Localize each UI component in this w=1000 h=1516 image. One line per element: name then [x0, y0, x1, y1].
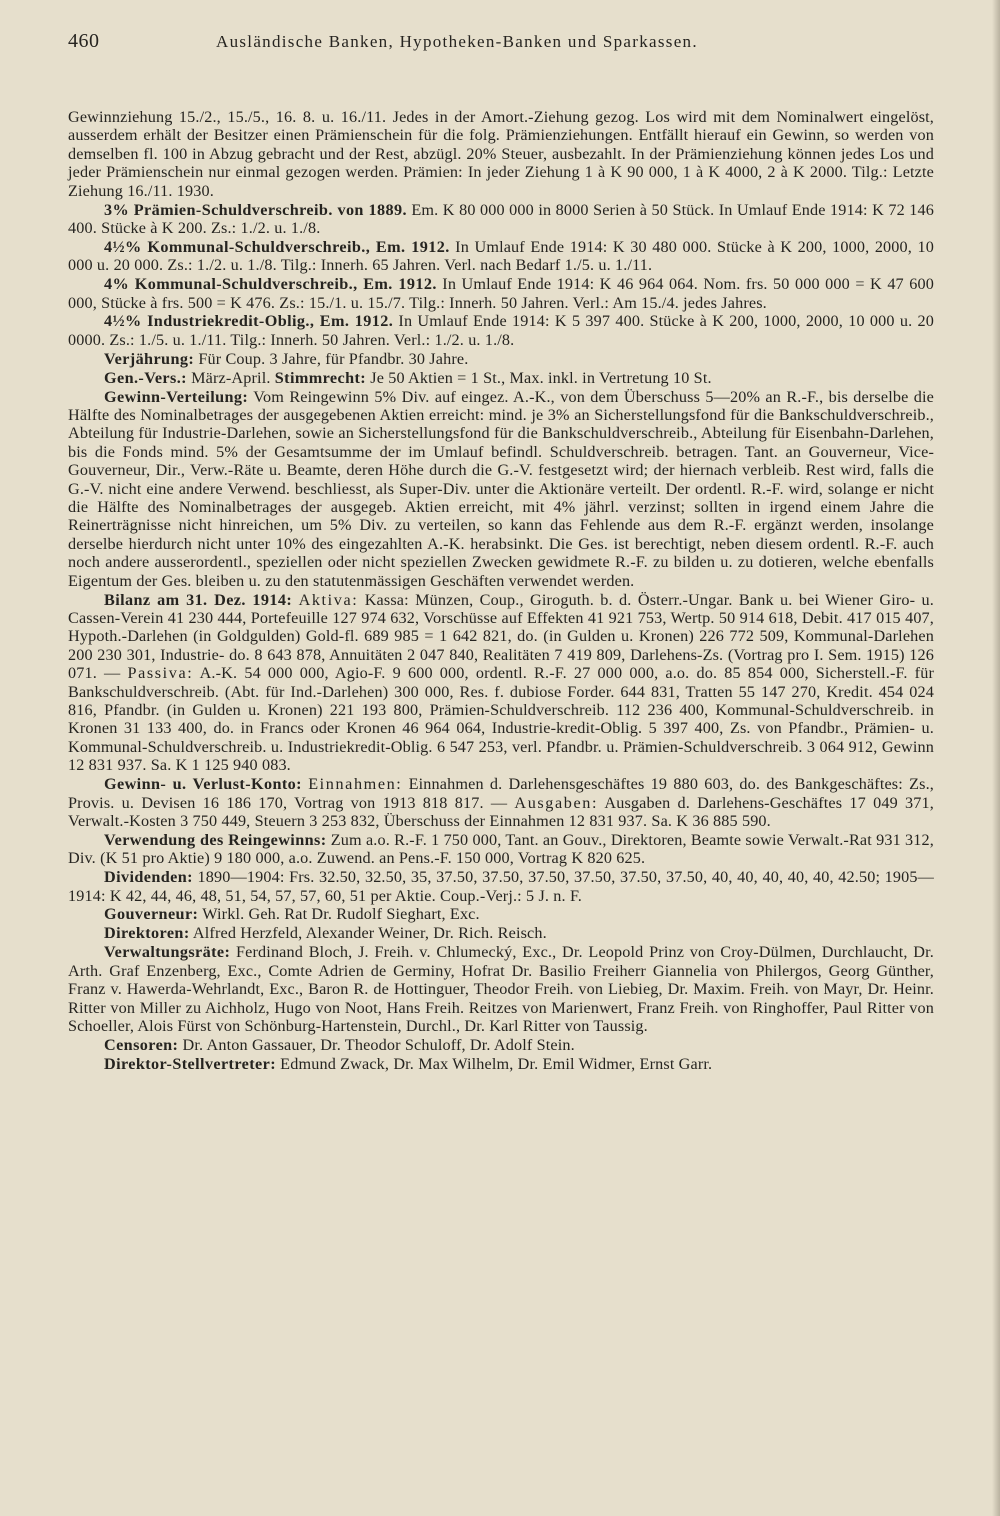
paragraph-text: Edmund Zwack, Dr. Max Wilhelm, Dr. Emil Widmer, Ernst Garr. [275, 1054, 713, 1073]
paragraph [68, 591, 934, 775]
section-heading: Gen.-Vers.: [104, 368, 187, 387]
section-heading: Direktor-Stellvertreter: [104, 1054, 276, 1073]
paragraph-text: In Umlauf Ende 1914: K 46 964 064. Nom. frs. 50 000 000 = K 47 600 000, Stücke à frs. 500 = K 476. Zs.: 15./1. u. 15./7. Tilg.: Innerh. 50 Jahren. Verl.: Am 15./4. jedes Jahres. [68, 275, 934, 312]
paragraph-text: Je 50 Aktien = 1 St., Max. inkl. in Vertretung 10 St. [366, 368, 712, 387]
paragraph-text: Alfred Herzfeld, Alexander Weiner, Dr. Rich. Reisch. [189, 924, 547, 943]
section-heading: Stimmrecht: [274, 368, 367, 387]
section-heading: Verwendung des Reingewinns: [104, 830, 327, 849]
running-head: Ausländische Banken, Hypotheken-Banken und Sparkassen. [216, 32, 698, 51]
paragraph [68, 775, 934, 830]
spaced-label: Ausgaben: [514, 793, 599, 812]
page-number: 460 [68, 30, 100, 52]
spaced-label: Einnahmen: [308, 775, 403, 794]
paragraph-text: Vom Reingewinn 5% Div. auf eingez. A.-K., von dem Überschuss 5—20% an R.-F., bis derselbe die Hälfte des Nominalbetrages der ausgegebenen Aktien erreicht: mind. je 3% an Sicherstellungsfond für die Bankschuldverschreib., Abteilung für Industrie-Darlehen, sowie an Sicherstellungsfond für die Bankschuldverschreib., Abteilung für Eisenbahn-Darlehen, bis die Fonds mind. 5% der Gesamtsumme der im Umlauf befindl. Schuldverschreib. betragen. Tant. an Gouverneur, Vice-Gouverneur, Dir., Verw.-Räte u. Beamte, deren Höhe durch die G.-V. festgesetzt wird; der hiernach verbleib. Rest wird, falls die G.-V. nicht eine andere Verwend. beschliesst, als Super-Div. unter die Aktionäre verteilt. Der ordentl. R.-F. wird, solange er nicht die Hälfte des Nominalbetrages der ausgegeb. Aktien erreicht, mit 4% jährl. verzinst; sollten in irgend einem Jahre die Reinerträgnisse nicht hinreichen, um 5% Div. zu verteilen, so kann das Fehlende aus dem R.-F. ergänzt werden, insolange derselbe hierdurch nicht unter 10% des eingezahlten A.-K. herabsinkt. Die Ges. ist berechtigt, neben diesem ordentl. R.-F. auch noch andere ausserordentl., speziellen oder nicht speziellen Zwecken gewidmete R.-F. zu bilden u. zu dotieren, welche ebenfalls Eigentum der Ges. bleiben u. zu den statutenmässigen Geschäften verwendet werden. [68, 387, 934, 590]
paragraph-text: Kassa: Münzen, Coup., Giroguth. b. d. Österr.-Ungar. Bank u. bei Wiener Giro- u. Cassen-Verein 41 230 444, Portefeuille 127 974 632, Vorschüsse auf Effekten 41 921 753, Wertp. 50 914 618, Debit. 417 015 407, Hypoth.-Darlehen (in Goldgulden) Gold-fl. 689 985 = 1 642 821, do. (in Gulden u. Kronen) 226 772 509, Kommunal-Darlehen 200 230 301, Industrie- do. 8 643 878, Annuitäten 2 047 840, Realitäten 7 419 809, Darlehens-Zs. (Vortrag pro I. Sem. 1915) 126 071. — [68, 590, 935, 683]
section-heading: Dividenden: [104, 868, 193, 887]
paragraph [68, 1036, 934, 1054]
section-heading: Verjährung: [104, 349, 195, 368]
section-heading: Bilanz am 31. Dez. 1914: [104, 590, 293, 609]
paragraph [68, 108, 934, 200]
paragraph [68, 868, 934, 905]
paragraph [68, 350, 934, 368]
paragraph-text: Wirkl. Geh. Rat Dr. Rudolf Sieghart, Exc. [198, 905, 480, 924]
paragraph-text: Für Coup. 3 Jahre, für Pfandbr. 30 Jahre. [194, 349, 469, 368]
paragraph [68, 275, 934, 312]
section-heading: Gewinn- u. Verlust-Konto: [104, 775, 302, 794]
paragraph [68, 831, 934, 868]
paragraph-text: März-April. [186, 368, 275, 387]
spaced-label: Aktiva: [298, 590, 359, 609]
page-edge-shadow [992, 0, 1000, 1516]
section-heading: Gouverneur: [104, 905, 199, 924]
paragraph-text: In Umlauf Ende 1914: K 5 397 400. Stücke à K 200, 1000, 2000, 10 000 u. 20 0000. Zs.: 1./5. u. 1./11. Tilg.: Innerh. 50 Jahren. Verl.: 1./2. u. 1./8. [68, 312, 935, 349]
paragraph [68, 238, 934, 275]
section-heading: 4½% Industriekredit-Oblig., Em. 1912. [104, 312, 394, 331]
section-heading: Direktoren: [104, 924, 190, 943]
paragraph-text: Ausgaben d. Darlehens-Geschäftes 17 049 371, Verwalt.-Kosten 3 750 449, Steuern 3 253 832, Überschuss der Einnahmen 12 831 937. Sa. K 36 885 590. [68, 793, 934, 830]
paragraph-text: Gewinnziehung 15./2., 15./5., 16. 8. u. 16./11. Jedes in der Amort.-Ziehung gezog. Los wird mit dem Nominalwert eingelöst, ausserdem erhält der Besitzer einen Prämienschein für die folg. Prämienziehungen. Entfällt hierauf ein Gewinn, so werden von demselben fl. 100 in Abzug gebracht und der Rest, abzügl. 20% Steuer, ausbezahlt. In der Prämienziehung können jedes Los und jeder Prämienschein nur einmal gezogen werden. Prämien: In jeder Ziehung 1 à K 90 000, 1 à K 4000, 2 à K 2000. Tilg.: Letzte Ziehung 16./11. 1930. [68, 108, 934, 200]
paragraph [68, 924, 934, 942]
section-heading: 4½% Kommunal-Schuldverschreib., Em. 1912. [104, 237, 450, 256]
paragraph-text: 1890—1904: Frs. 32.50, 32.50, 35, 37.50, 37.50, 37.50, 37.50, 37.50, 37.50, 40, 40, 40, 40, 40, 42.50; 1905—1914: K 42, 44, 46, 48, 51, 54, 57, 57, 60, 51 per Aktie. Coup.-Verj.: 5 J. n. F. [68, 868, 934, 905]
paragraph-text: Einnahmen d. Darlehensgeschäftes 19 880 603, do. des Bankgeschäftes: Zs., Provis. u. Devisen 16 186 170, Vortrag von 1913 818 817. — [68, 775, 934, 812]
paragraph [68, 201, 934, 238]
section-heading: Verwaltungsräte: [104, 943, 231, 962]
paragraph-text: Zum a.o. R.-F. 1 750 000, Tant. an Gouv., Direktoren, Beamte sowie Verwalt.-Rat 931 312, Div. (K 51 pro Aktie) 9 180 000, a.o. Zuwend. an Pens.-F. 150 000, Vortrag K 820 625. [68, 830, 934, 868]
paragraph [68, 905, 934, 923]
paragraph-text: In Umlauf Ende 1914: K 30 480 000. Stücke à K 200, 1000, 2000, 10 000 u. 20 000. Zs.: 1./2. u. 1./8. Tilg.: Innerh. 65 Jahren. Verl. nach Bedarf 1./5. u. 1./11. [68, 237, 934, 275]
paragraph-text: A.-K. 54 000 000, Agio-F. 9 600 000, ordentl. R.-F. 27 000 000, a.o. do. 85 854 000, Sicherstell.-F. für Bankschuldverschreib. (Abt. für Ind.-Darlehen) 300 000, Res. f. dubiose Forder. 644 831, Tratten 55 147 270, Kredit. 454 024 816, Pfandbr. (in Gulden u. Kronen) 221 193 800, Prämien-Schuldverschreib. 112 236 400, Kommunal-Schuldverschreib. in Kronen 31 133 400, do. in Francs oder Kronen 46 964 064, Industrie-kredit-Oblig. 5 397 400, Zs. von Pfandbr., Prämien- u. Kommunal-Schuldverschreib. u. Industriekredit-Oblig. 6 547 253, verl. Pfandbr. u. Prämien-Schuldverschreib. 3 064 912, Gewinn 12 831 937. Sa. K 1 125 940 083. [68, 664, 934, 775]
body-text [68, 108, 934, 1073]
section-heading: 3% Prämien-Schuldverschreib. von 1889. [104, 200, 407, 219]
paragraph [68, 388, 934, 590]
spaced-label: Passiva: [127, 664, 194, 683]
paragraph-text: Ferdinand Bloch, J. Freih. v. Chlumecký, Exc., Dr. Leopold Prinz von Croy-Dülmen, Durchlaucht, Dr. Arth. Graf Enzenberg, Exc., Comte Adrien de Germiny, Hofrat Dr. Basilio Freiherr Giannelia von Philergos, Georg Günther, Franz v. Hawerda-Wehrlandt, Exc., Baron R. de Hottinguer, Theodor Freih. von Liebieg, Dr. Maxim. Freih. von Mayr, Dr. Heinr. Ritter von Miller zu Aichholz, Hugo von Noot, Hans Freih. Reitzes von Marienwert, Franz Freih. von Ringhoffer, Paul Ritter von Schoeller, Alois Fürst von Schönburg-Hartenstein, Durchl., Dr. Karl Ritter von Taussig. [68, 943, 934, 1035]
paragraph-text: Dr. Anton Gassauer, Dr. Theodor Schuloff, Dr. Adolf Stein. [178, 1035, 575, 1054]
paragraph [68, 369, 934, 387]
paragraph [68, 943, 934, 1035]
section-heading: 4% Kommunal-Schuldverschreib., Em. 1912. [104, 275, 437, 294]
page-header [68, 30, 934, 70]
paragraph-text: Em. K 80 000 000 in 8000 Serien à 50 Stück. In Umlauf Ende 1914: K 72 146 400. Stücke à K 200. Zs.: 1./2. u. 1./8. [68, 200, 934, 237]
section-heading: Censoren: [104, 1035, 179, 1054]
section-heading: Gewinn-Verteilung: [104, 387, 249, 406]
paragraph [68, 312, 934, 349]
paragraph [68, 1055, 934, 1073]
